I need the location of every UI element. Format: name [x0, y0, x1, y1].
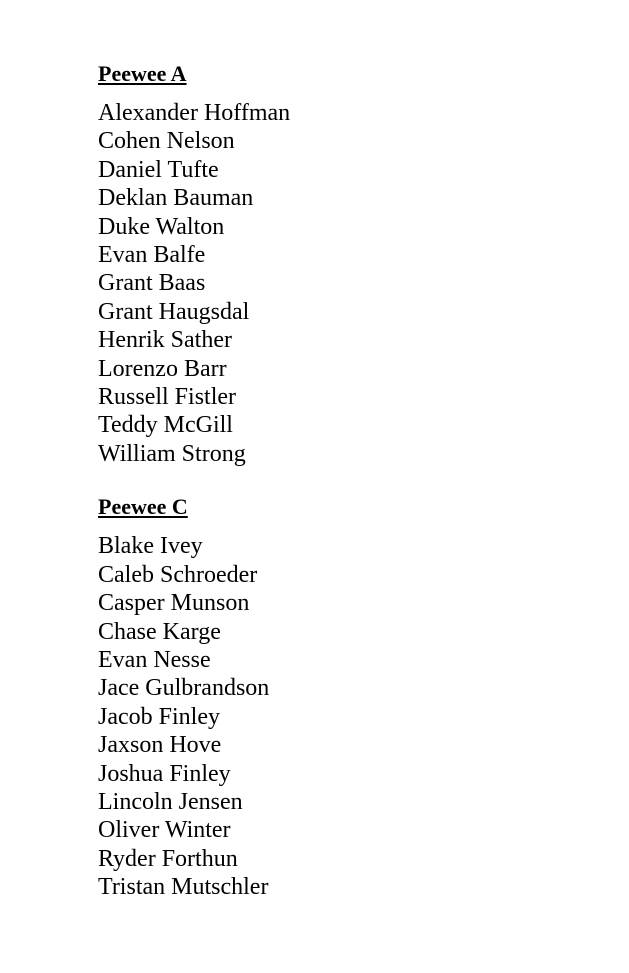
player-name: Oliver Winter: [98, 817, 231, 844]
roster-document: [98, 60, 598, 902]
player-name: Evan Balfe: [98, 242, 206, 269]
player-name: Daniel Tufte: [98, 156, 219, 183]
player-name: Russell Fistler: [98, 384, 237, 411]
player-list: [98, 99, 598, 468]
player-name: Jaxson Hove: [98, 732, 222, 759]
player-name: Teddy McGill: [98, 412, 233, 439]
player-name: Henrik Sather: [98, 327, 232, 354]
section-heading: Peewee A: [98, 61, 187, 86]
player-name: Grant Baas: [98, 270, 206, 297]
player-name: Casper Munson: [98, 590, 250, 617]
player-name: William Strong: [98, 440, 246, 467]
player-name: Cohen Nelson: [98, 128, 235, 155]
section-peewee-a: [98, 60, 598, 468]
section-heading: Peewee C: [98, 494, 188, 520]
player-list: [98, 532, 598, 901]
player-name: Tristan Mutschler: [98, 874, 269, 901]
player-name: Grant Haugsdal: [98, 298, 250, 325]
player-name: Lorenzo Barr: [98, 355, 227, 382]
section-peewee-c: [98, 493, 598, 901]
player-name: Joshua Finley: [98, 760, 231, 787]
player-name: Ryder Forthun: [98, 845, 238, 872]
player-name: Blake Ivey: [98, 533, 203, 560]
player-name: Lincoln Jensen: [98, 788, 243, 815]
player-name: Alexander Hoffman: [98, 100, 291, 126]
player-name: Caleb Schroeder: [98, 561, 258, 588]
player-name: Jace Gulbrandson: [98, 675, 270, 702]
player-name: Duke Walton: [98, 213, 225, 240]
player-name: Chase Karge: [98, 618, 221, 645]
player-name: Deklan Bauman: [98, 185, 254, 212]
player-name: Evan Nesse: [98, 646, 211, 673]
player-name: Jacob Finley: [98, 703, 220, 730]
